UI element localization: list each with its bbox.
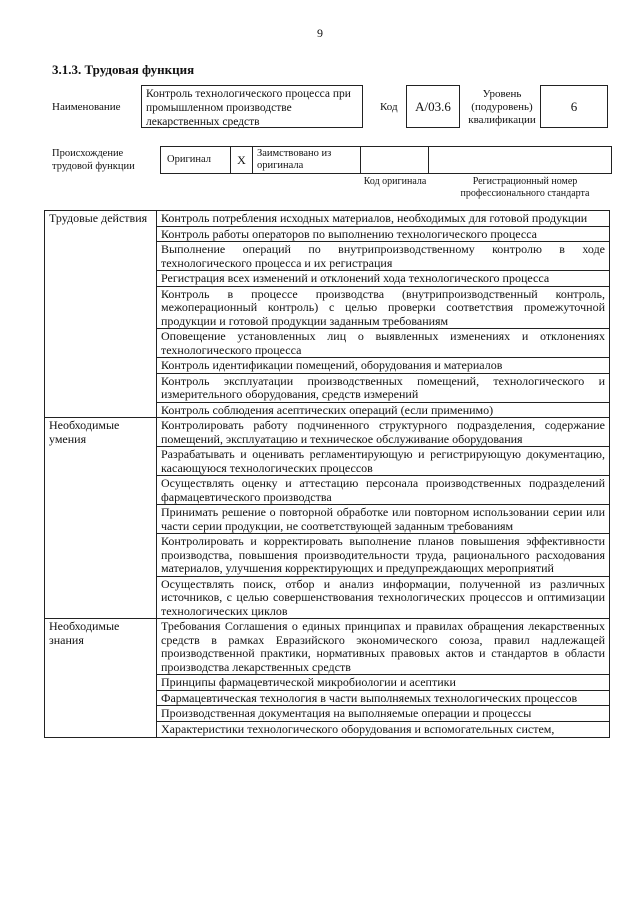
origin-label: Происхождение трудовой функции xyxy=(52,148,135,172)
reg-number-label: Регистрационный номер профессионального стандарта xyxy=(460,176,590,199)
list-item: Фармацевтическая технология в части выполняемых технологических процессов xyxy=(157,690,610,706)
section-title-actions: Трудовые действия xyxy=(45,211,157,418)
level-label: Уровень (подуровень) квалификации xyxy=(468,88,536,126)
list-item: Контроль идентификации помещений, оборудования и материалов xyxy=(157,358,610,374)
competency-table xyxy=(44,210,610,738)
section-title-knowledge: Необходимые знания xyxy=(45,619,157,738)
section-title-skills: Необходимые умения xyxy=(45,418,157,619)
list-item: Контроль потребления исходных материалов, необходимых для готовой продукции xyxy=(157,211,610,227)
list-item: Производственная документация на выполняемые операции и процессы xyxy=(157,706,610,722)
list-item: Контролировать работу подчиненного структурного подразделения, содержание помещений, эксплуатацию и техническое обслуживание оборудования xyxy=(157,418,610,447)
code-value: A/03.6 xyxy=(406,85,460,128)
list-item: Осуществлять оценку и аттестацию персонала производственных подразделений фармацевтического производства xyxy=(157,476,610,505)
list-item: Осуществлять поиск, отбор и анализ информации, полученной из различных источников, с целью совершенствования технологических процессов и оптимизации технологических циклов xyxy=(157,576,610,619)
list-item: Контролировать и корректировать выполнение планов повышения эффективности производства, повышения производительности труда, рационального расходования материалов, улучшения корректирующих и предупреждающих мероприятий xyxy=(157,534,610,577)
list-item: Выполнение операций по внутрипроизводственному контролю в ходе технологического процесса и их регистрация xyxy=(157,242,610,271)
list-item: Требования Соглашения о единых принципах и правилах обращения лекарственных средств в рамках Евразийского экономического союза, правил надлежащей производственной практики, нормативных правовых актов и стандартов в области производства лекарственных средств xyxy=(157,619,610,675)
code-original-cell xyxy=(361,147,429,173)
code-label: Код xyxy=(380,101,398,113)
table-row xyxy=(45,418,610,447)
table-row xyxy=(45,619,610,675)
original-label: Оригинал xyxy=(161,147,231,173)
list-item: Контроль соблюдения асептических операций (если применимо) xyxy=(157,402,610,418)
list-item: Разрабатывать и оценивать регламентирующую и регистрирующую документацию, касающуюся технологических процессов xyxy=(157,447,610,476)
table-row xyxy=(45,211,610,227)
section-title: 3.1.3. Трудовая функция xyxy=(52,62,195,77)
original-mark: X xyxy=(231,147,253,173)
list-item: Принимать решение о повторной обработке или повторном использовании серии или части серии продукции, не соответствующей заданным требованиям xyxy=(157,505,610,534)
list-item: Оповещение установленных лиц о выявленных изменениях и отклонениях технологического процесса xyxy=(157,329,610,358)
page-number: 9 xyxy=(317,26,323,40)
name-label: Наименование xyxy=(52,101,121,113)
origin-row xyxy=(160,146,612,174)
level-value: 6 xyxy=(540,85,608,128)
name-value: Контроль технологического процесса при промышленном производстве лекарственных средств xyxy=(141,85,363,128)
list-item: Регистрация всех изменений и отклонений хода технологического процесса xyxy=(157,271,610,287)
list-item: Принципы фармацевтической микробиологии и асептики xyxy=(157,675,610,691)
list-item: Характеристики технологического оборудования и вспомогательных систем, xyxy=(157,721,610,737)
reg-number-cell xyxy=(429,147,611,173)
list-item: Контроль в процессе производства (внутрипроизводственный контроль, межоперационный контроль) с целью проверки соответствия промежуточной продукции и готовой продукции заданным требованиям xyxy=(157,286,610,329)
borrowed-label: Заимствовано из оригинала xyxy=(253,147,361,173)
code-original-label: Код оригинала xyxy=(363,176,427,187)
list-item: Контроль работы операторов по выполнению технологического процесса xyxy=(157,226,610,242)
list-item: Контроль эксплуатации производственных помещений, технологического и измерительного оборудования, средств измерений xyxy=(157,373,610,402)
